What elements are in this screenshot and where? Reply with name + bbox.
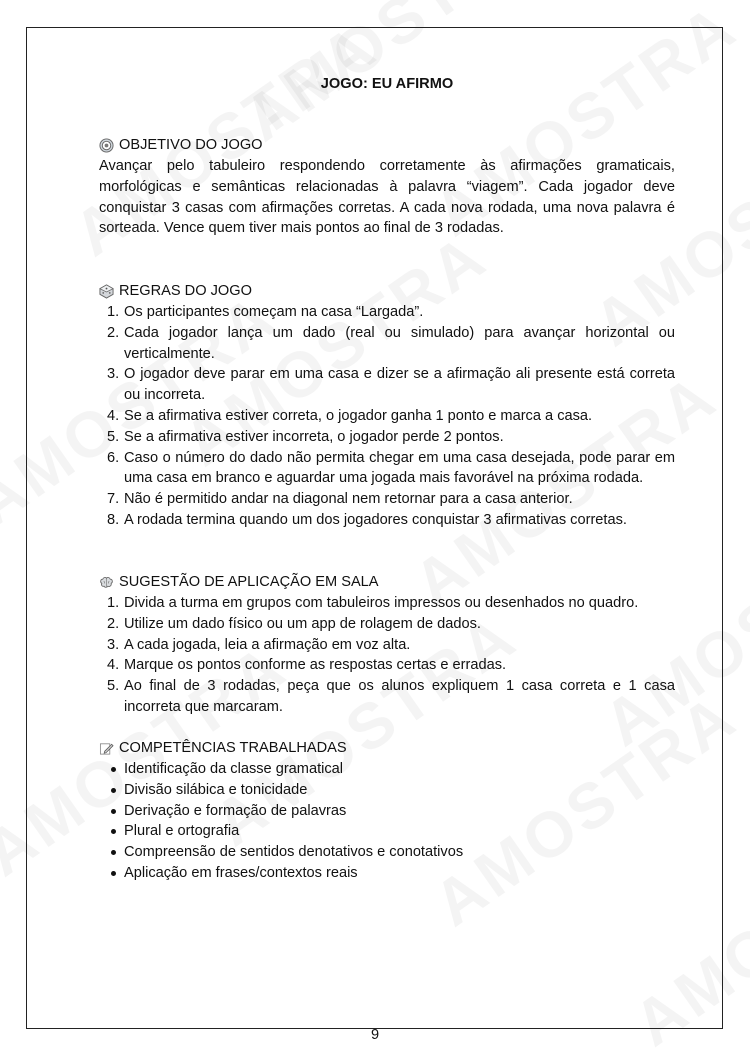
pencil-icon — [99, 741, 114, 756]
bullet-icon — [111, 850, 116, 855]
dice-icon — [99, 284, 114, 299]
page-title: JOGO: EU AFIRMO — [320, 76, 454, 92]
regras-list — [99, 302, 675, 531]
sugestao-heading — [99, 572, 379, 593]
sugestao-list — [99, 593, 675, 718]
regras-heading — [99, 281, 252, 302]
list-item: 5. Ao final de 3 rodadas, peça que os alunos expliquem 1 casa correta e 1 casa incorreta que marcaram. — [107, 678, 675, 715]
list-item: 1. Os participantes começam na casa “Largada”. — [107, 304, 424, 320]
bullet-icon — [111, 788, 116, 793]
list-item: Identificação da classe gramatical — [99, 759, 675, 780]
bullet-icon — [111, 871, 116, 876]
bullet-icon — [111, 767, 116, 772]
list-item: Compreensão de sentidos denotativos e conotativos — [99, 842, 675, 863]
list-item: 7. Não é permitido andar na diagonal nem retornar para a casa anterior. — [107, 491, 573, 508]
list-item: 3. O jogador deve parar em uma casa e dizer se a afirmação ali presente está correta ou incorreta. — [107, 366, 675, 404]
list-item: 4. Marque os pontos conforme as respostas certas e erradas. — [107, 657, 507, 674]
brain-icon — [99, 575, 114, 590]
list-item: 2. Cada jogador lança um dado (real ou simulado) para avançar horizontal ou verticalmente. — [107, 324, 675, 362]
list-item: Derivação e formação de palavras — [99, 801, 675, 822]
sugestao-heading-label: SUGESTÃO DE APLICAÇÃO EM SALA — [119, 574, 379, 590]
objetivo-text: Avançar pelo tabuleiro respondendo corretamente às afirmações gramaticais, morfológicas e semânticas relacionadas à palavra “viagem”. Cada jogador deve conquistar 3 casas com afirmações corretas. A cada nova rodada, uma nova palavra é sorteada. Vence quem tiver mais pontos ao final de 3 rodadas. — [99, 158, 675, 237]
bullet-icon — [111, 829, 116, 834]
list-item: 8. A rodada termina quando um dos jogadores conquistar 3 afirmativas corretas. — [107, 511, 627, 528]
list-item: Divisão silábica e tonicidade — [99, 780, 675, 801]
list-item: 4. Se a afirmativa estiver correta, o jogador ganha 1 ponto e marca a casa. — [107, 407, 593, 424]
list-item: Aplicação em frases/contextos reais — [99, 863, 675, 884]
objetivo-heading-label: OBJETIVO DO JOGO — [119, 137, 263, 153]
list-item: Plural e ortografia — [99, 821, 675, 842]
list-item: 6. Caso o número do dado não permita chegar em uma casa desejada, pode parar em uma casa em branco e aguardar uma jogada mais favorável na próxima rodada. — [107, 449, 675, 487]
objetivo-heading — [99, 135, 263, 156]
competencias-heading — [99, 738, 347, 759]
regras-heading-label: REGRAS DO JOGO — [119, 283, 252, 299]
target-icon — [99, 138, 114, 153]
list-item: 2. Utilize um dado físico ou um app de rolagem de dados. — [107, 615, 481, 632]
list-item: 3. A cada jogada, leia a afirmação em voz alta. — [107, 636, 411, 653]
page-number: 9 — [370, 1027, 380, 1043]
competencias-heading-label: COMPETÊNCIAS TRABALHADAS — [119, 740, 347, 756]
competencias-list — [99, 759, 675, 884]
bullet-icon — [111, 809, 116, 814]
list-item: 1. Divida a turma em grupos com tabuleiros impressos ou desenhados no quadro. — [107, 595, 639, 611]
list-item: 5. Se a afirmativa estiver incorreta, o jogador perde 2 pontos. — [107, 428, 504, 445]
